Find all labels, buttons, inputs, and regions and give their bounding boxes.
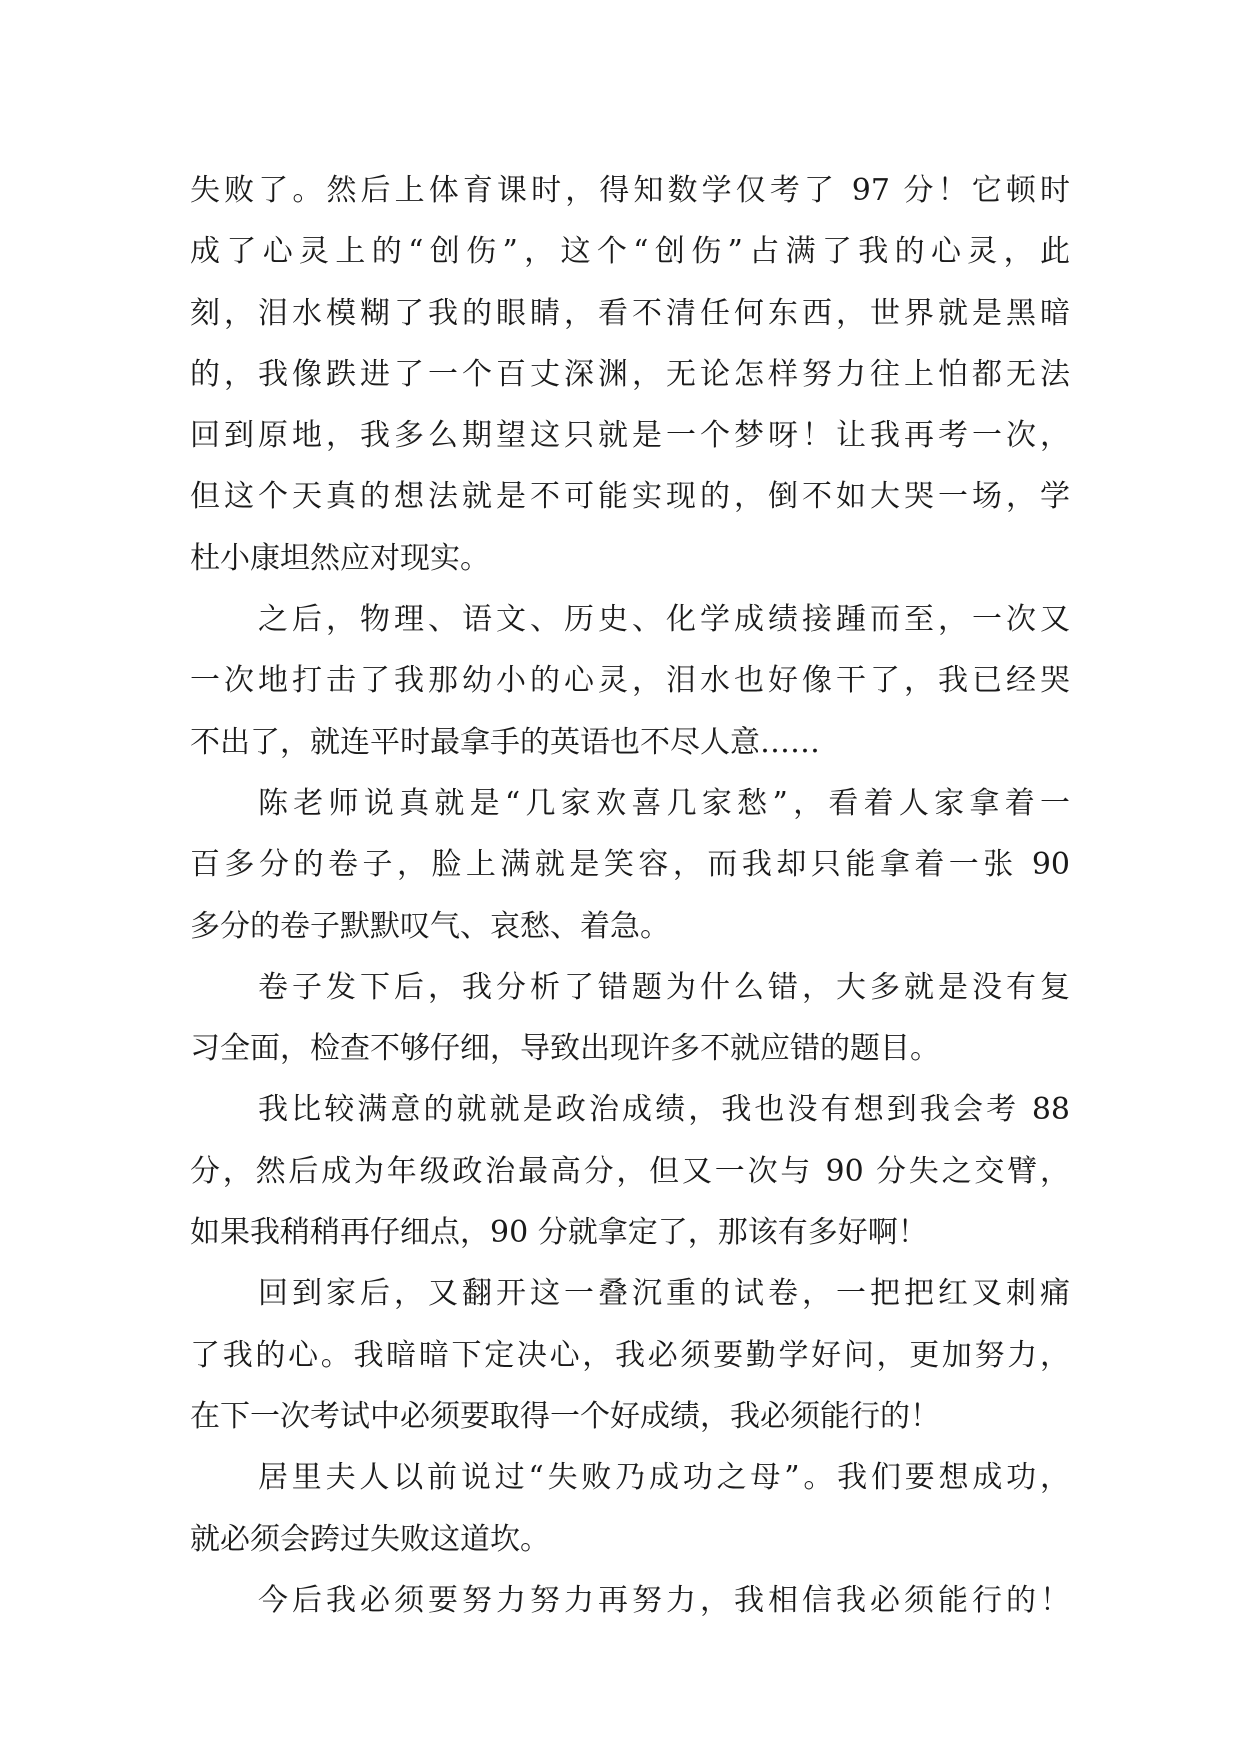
text-line: 但这个天真的想法就是不可能实现的，倒不如大哭一场，学 — [190, 479, 1070, 515]
text-line: 一次地打击了我那幼小的心灵，泪水也好像干了，我已经哭 — [190, 663, 1070, 699]
text-line: 在下一次考试中必须要取得一个好成绩，我必须能行的！ — [190, 1398, 940, 1434]
paragraph-start-line: 今后我必须要努力努力再努力，我相信我必须能行的！ — [258, 1582, 1070, 1618]
paragraph-start-line: 卷子发下后，我分析了错题为什么错，大多就是没有复 — [258, 969, 1070, 1005]
text-line: 不出了，就连平时最拿手的英语也不尽人意…… — [190, 724, 820, 760]
text-line: 多分的卷子默默叹气、哀愁、着急。 — [190, 908, 670, 944]
text-line: 如果我稍稍再仔细点，90 分就拿定了，那该有多好啊！ — [190, 1215, 928, 1251]
paragraph-start-line: 我比较满意的就就是政治成绩，我也没有想到我会考 88 — [258, 1092, 1070, 1128]
text-line: 成了心灵上的“创伤”，这个“创伤”占满了我的心灵，此 — [190, 234, 1070, 270]
paragraph-start-line: 陈老师说真就是“几家欢喜几家愁”，看着人家拿着一 — [258, 785, 1070, 821]
text-line: 就必须会跨过失败这道坎。 — [190, 1521, 550, 1557]
paragraph-start-line: 居里夫人以前说过“失败乃成功之母”。我们要想成功， — [258, 1460, 1070, 1496]
text-line: 习全面，检查不够仔细，导致出现许多不就应错的题目。 — [190, 1031, 940, 1067]
text-line: 分，然后成为年级政治最高分，但又一次与 90 分失之交臂， — [190, 1153, 1070, 1189]
essay-body — [190, 160, 1070, 1631]
text-line: 回到原地，我多么期望这只就是一个梦呀！让我再考一次， — [190, 418, 1070, 454]
text-line: 了我的心。我暗暗下定决心，我必须要勤学好问，更加努力， — [190, 1337, 1070, 1373]
paragraph-start-line: 回到家后，又翻开这一叠沉重的试卷，一把把红叉刺痛 — [258, 1276, 1070, 1312]
paragraph-start-line: 之后，物理、语文、历史、化学成绩接踵而至，一次又 — [258, 602, 1070, 638]
text-line: 杜小康坦然应对现实。 — [190, 540, 490, 576]
text-line: 失败了。然后上体育课时，得知数学仅考了 97 分！它顿时 — [190, 173, 1070, 208]
text-line: 百多分的卷子，脸上满就是笑容，而我却只能拿着一张 90 — [190, 847, 1070, 883]
text-line: 刻，泪水模糊了我的眼睛，看不清任何东西，世界就是黑暗 — [190, 295, 1070, 331]
text-line: 的，我像跌进了一个百丈深渊，无论怎样努力往上怕都无法 — [190, 356, 1070, 392]
